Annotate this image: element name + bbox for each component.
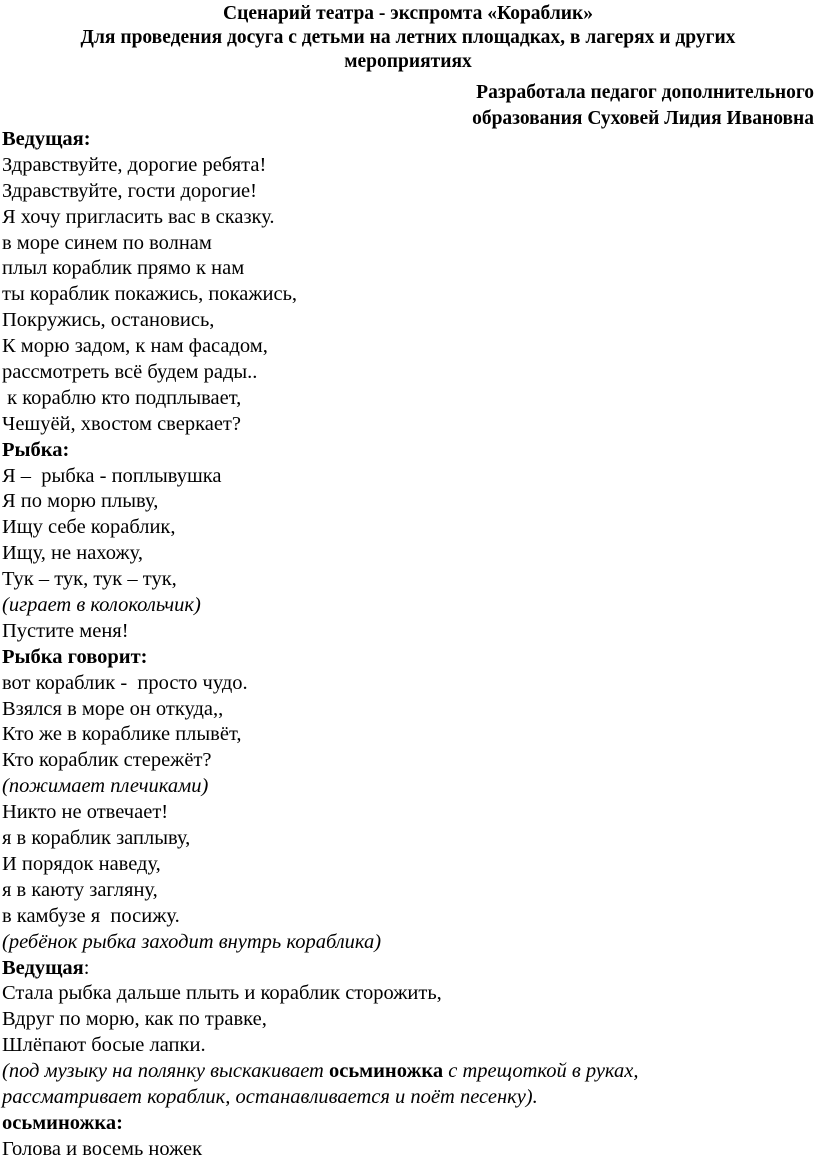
character-name: осьминожка [328,1060,444,1083]
speaker-name [2,956,816,982]
script-line: Ищу, не нахожу, [2,542,143,565]
speaker-name: Рыбка говорит: [2,645,148,668]
document-subtitle-line-2: мероприятиях [344,51,472,72]
document-subtitle-line-1: Для проведения досуга с детьми на летних площадках, в лагерях и других [80,27,736,48]
script-line: в море синем по волнам [2,231,212,254]
script-line: Кто кораблик стережёт? [2,749,212,772]
script-line: Пустите меня! [2,619,129,642]
script-line: Ищу себе кораблик, [2,516,176,539]
script-line: Чешуёй, хвостом сверкает? [2,412,241,435]
author-line-1: Разработала педагог дополнительного [476,82,814,103]
speaker-colon: : [83,956,90,979]
script-line: я в каюту загляну, [2,878,158,901]
script-line: Взялся в море он откуда,, [2,697,224,720]
author-line-2: образования Суховей Лидия Ивановна [472,108,814,129]
script-line: вот кораблик - просто чудо. [2,671,248,694]
script-line: плыл кораблик прямо к нам [2,257,245,280]
script-line: Вдруг по морю, как по травке, [2,1008,267,1031]
script-line: Покружись, остановись, [2,309,215,332]
script-line: Я по морю плыву, [2,490,159,513]
stage-direction-text: (под музыку на полянку выскакивает [2,1060,329,1083]
script-line: Шлёпают босые лапки. [2,1034,206,1057]
stage-direction: (ребёнок рыбка заходит внутрь кораблика) [2,930,382,953]
script-body [2,127,816,1163]
script-line: Стала рыбка дальше плыть и кораблик сторожить, [2,982,442,1005]
script-line: ты кораблик покажись, покажись, [2,283,298,306]
speaker-label: Ведущая [2,956,84,979]
script-line: Голова и восемь ножек [2,1137,203,1160]
script-line: Кто же в кораблике плывёт, [2,723,242,746]
stage-direction: рассматривает кораблик, останавливается и поёт песенку). [2,1085,538,1108]
script-line: Здравствуйте, дорогие ребята! [2,153,267,176]
script-line: К морю задом, к нам фасадом, [2,335,268,358]
script-line: рассмотреть всё будем рады.. [2,361,258,384]
script-line: Я – рыбка - поплывушка [2,464,222,487]
stage-direction: (играет в колокольчик) [2,594,201,617]
script-line: И порядок наведу, [2,852,161,875]
stage-direction: (пожимает плечиками) [2,775,209,798]
stage-direction [2,1059,816,1085]
document-header [0,0,816,132]
script-line: я в кораблик заплыву, [2,827,191,850]
script-line: Я хочу пригласить вас в сказку. [2,205,275,228]
script-line: Тук – тук, тук – тук, [2,568,177,591]
script-line: Никто не отвечает! [2,801,169,824]
speaker-name: Рыбка: [2,438,70,461]
document-title: Сценарий театра - экспромта «Кораблик» [223,3,593,24]
speaker-name: осьминожка: [2,1111,123,1134]
speaker-name: Ведущая: [2,128,91,150]
script-line: в камбузе я посижу. [2,904,180,927]
script-line: к кораблю кто подплывает, [2,386,242,409]
stage-direction-text: с трещоткой в руках, [443,1060,639,1083]
script-line: Здравствуйте, гости дорогие! [2,179,257,202]
